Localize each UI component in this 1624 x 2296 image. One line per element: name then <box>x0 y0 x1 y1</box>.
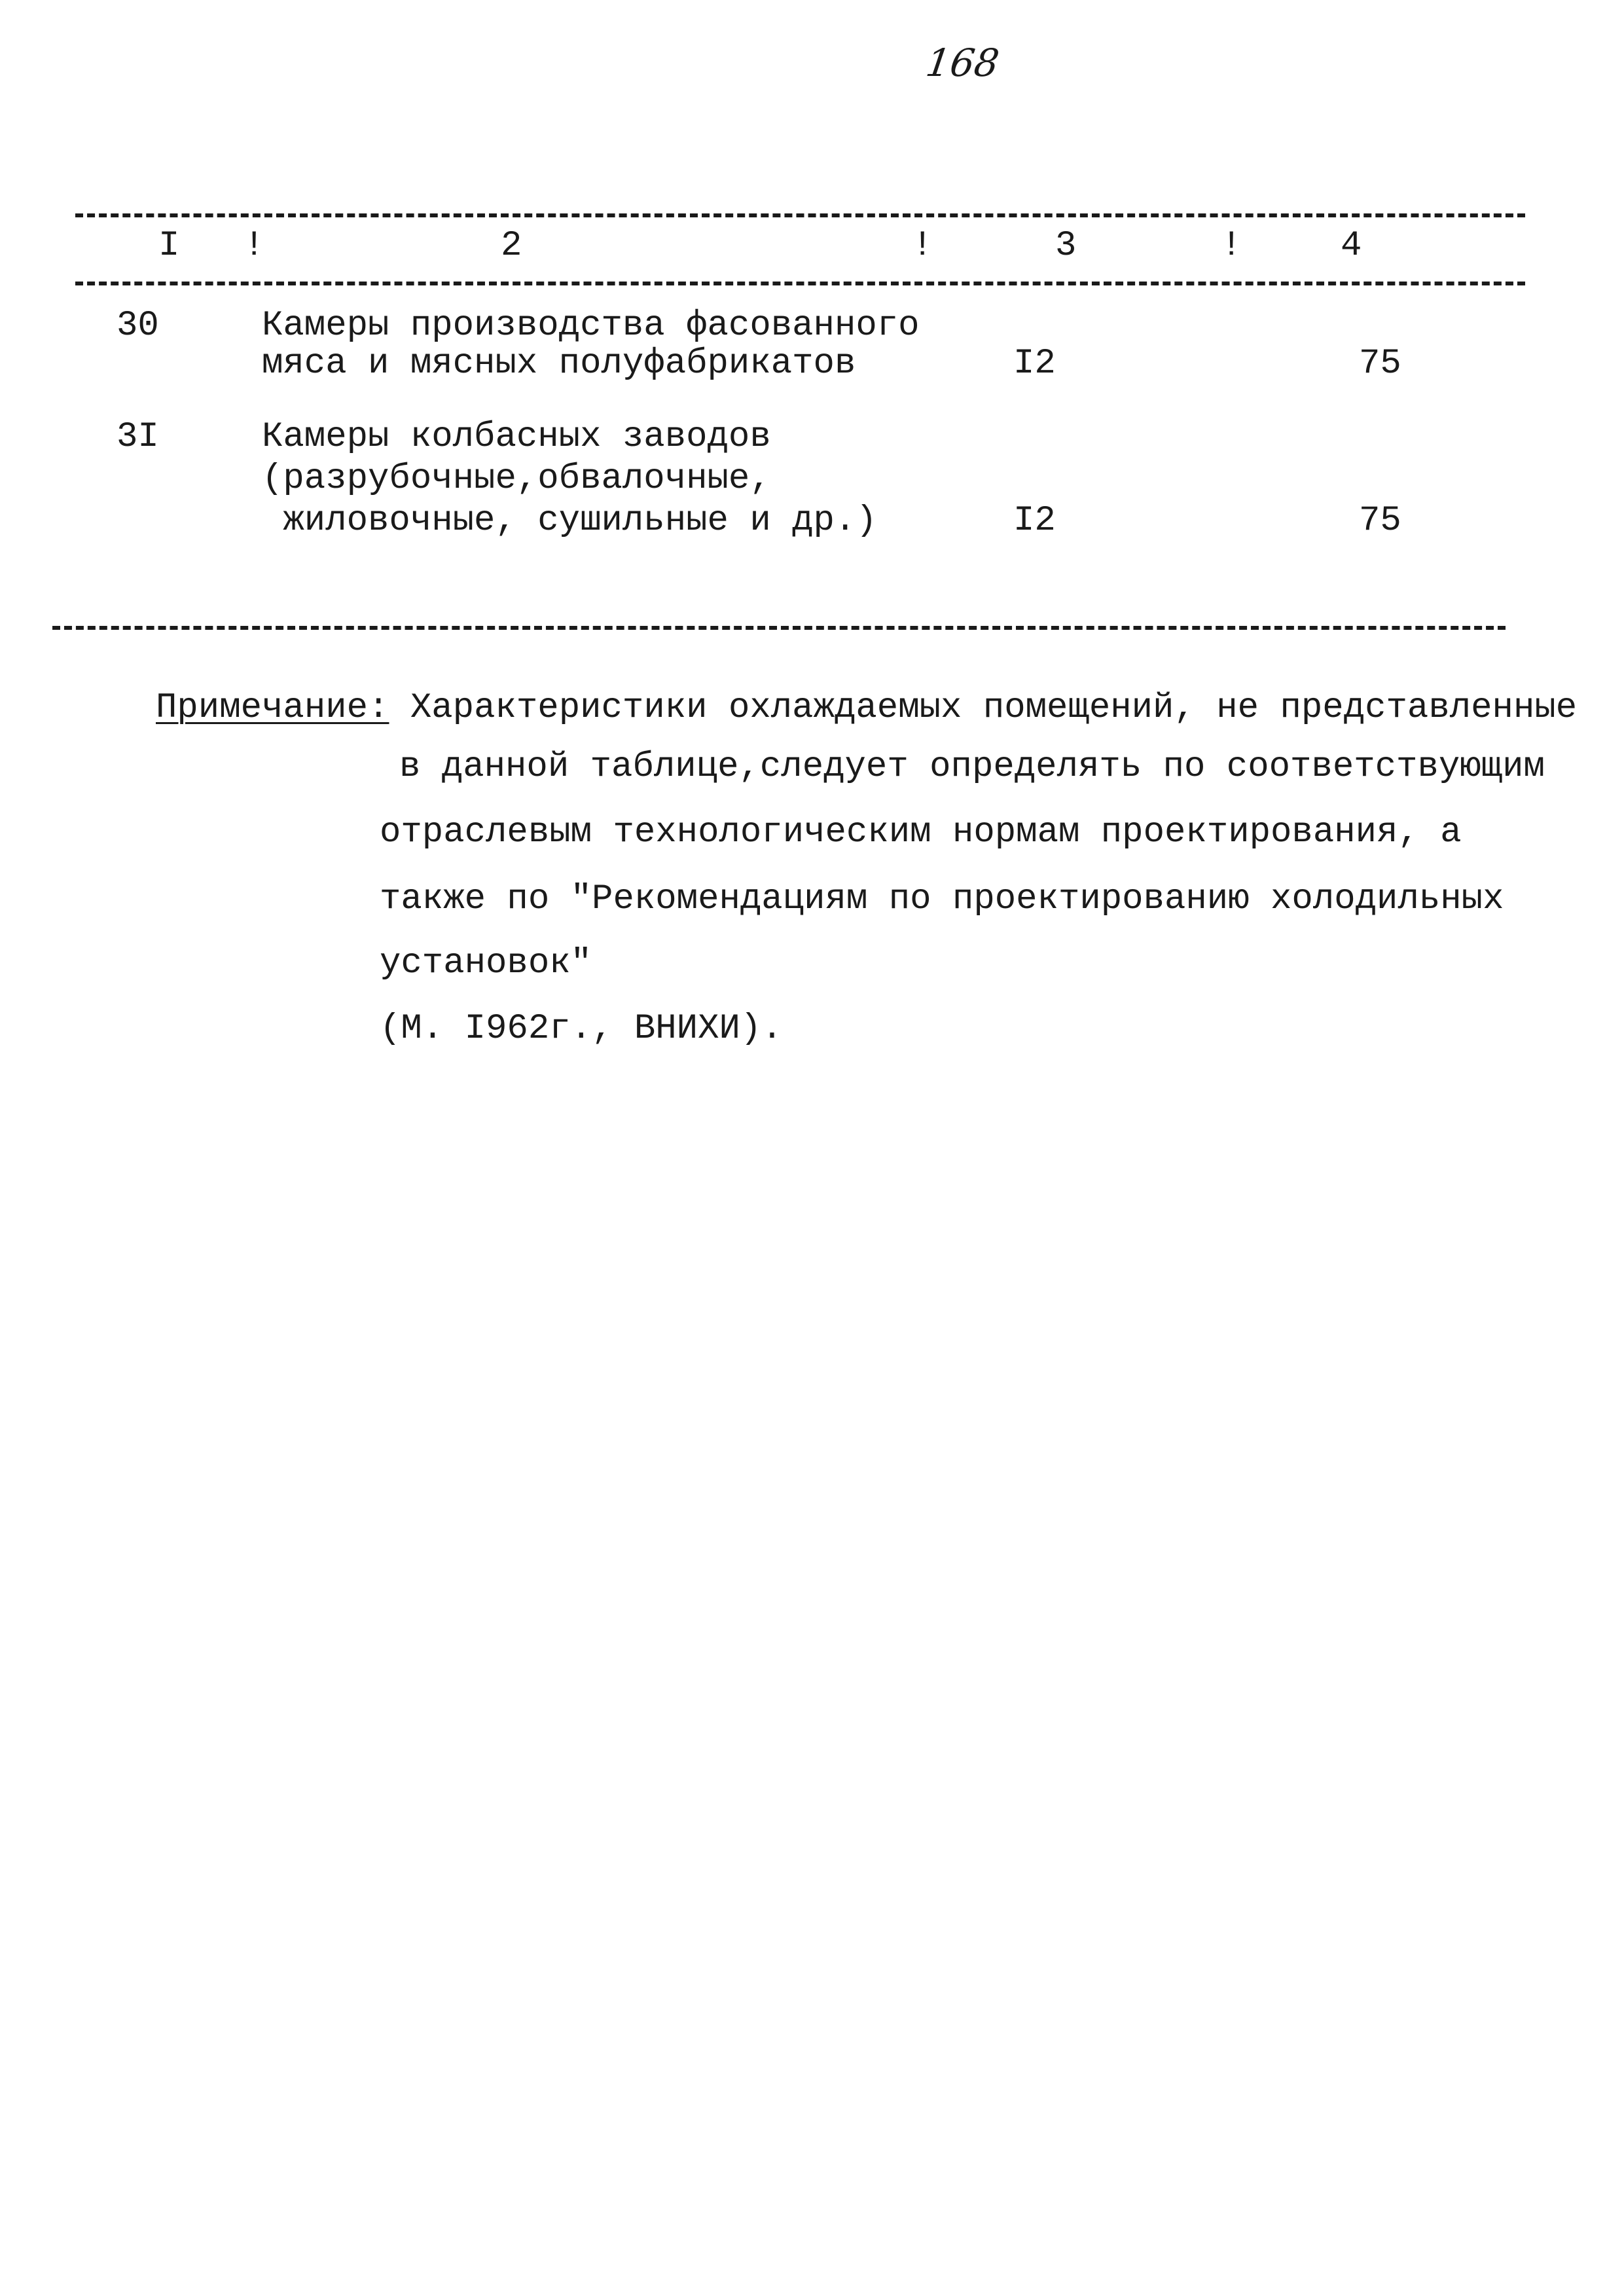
table-row-description: Камеры колбасных заводов <box>262 417 771 457</box>
note-line: установок" <box>380 943 592 983</box>
note-line: (М. I962г., ВНИХИ). <box>380 1009 783 1049</box>
note-text: Характеристики охлаждаемых помещений, не представленные <box>389 688 1578 728</box>
table-row-col4: 75 <box>1359 501 1401 541</box>
page-number: 168 <box>923 41 1002 85</box>
header-separator-3: ! <box>1221 226 1242 266</box>
table-top-rule <box>75 213 1525 217</box>
header-separator-2: ! <box>912 226 933 266</box>
note-label: Примечание: <box>156 688 389 728</box>
header-separator-1: ! <box>244 226 265 266</box>
note-first-line <box>156 687 1577 729</box>
note-line: также по "Рекомендациям по проектированию холодильных <box>380 879 1504 919</box>
table-row-number: 3I <box>117 417 159 457</box>
table-row-description: мяса и мясных полуфабрикатов <box>262 344 856 384</box>
header-col-2: 2 <box>501 226 522 266</box>
table-bottom-rule <box>52 626 1506 630</box>
table-row-description: Камеры производства фасованного <box>262 306 920 346</box>
note-line: в данной таблице,следует определять по соответствующим <box>399 747 1545 787</box>
table-header-rule <box>75 282 1525 285</box>
header-col-3: 3 <box>1055 226 1077 266</box>
table-row-description: жиловочные, сушильные и др.) <box>262 501 877 541</box>
table-row-col3: I2 <box>1013 344 1056 384</box>
table-row-number: 30 <box>117 306 159 346</box>
header-col-1: I <box>158 226 180 266</box>
table-row-col4: 75 <box>1359 344 1401 384</box>
header-col-4: 4 <box>1341 226 1362 266</box>
note-line: отраслевым технологическим нормам проектирования, а <box>380 812 1462 852</box>
table-row-description: (разрубочные,обвалочные, <box>262 459 771 499</box>
table-row-col3: I2 <box>1013 501 1056 541</box>
